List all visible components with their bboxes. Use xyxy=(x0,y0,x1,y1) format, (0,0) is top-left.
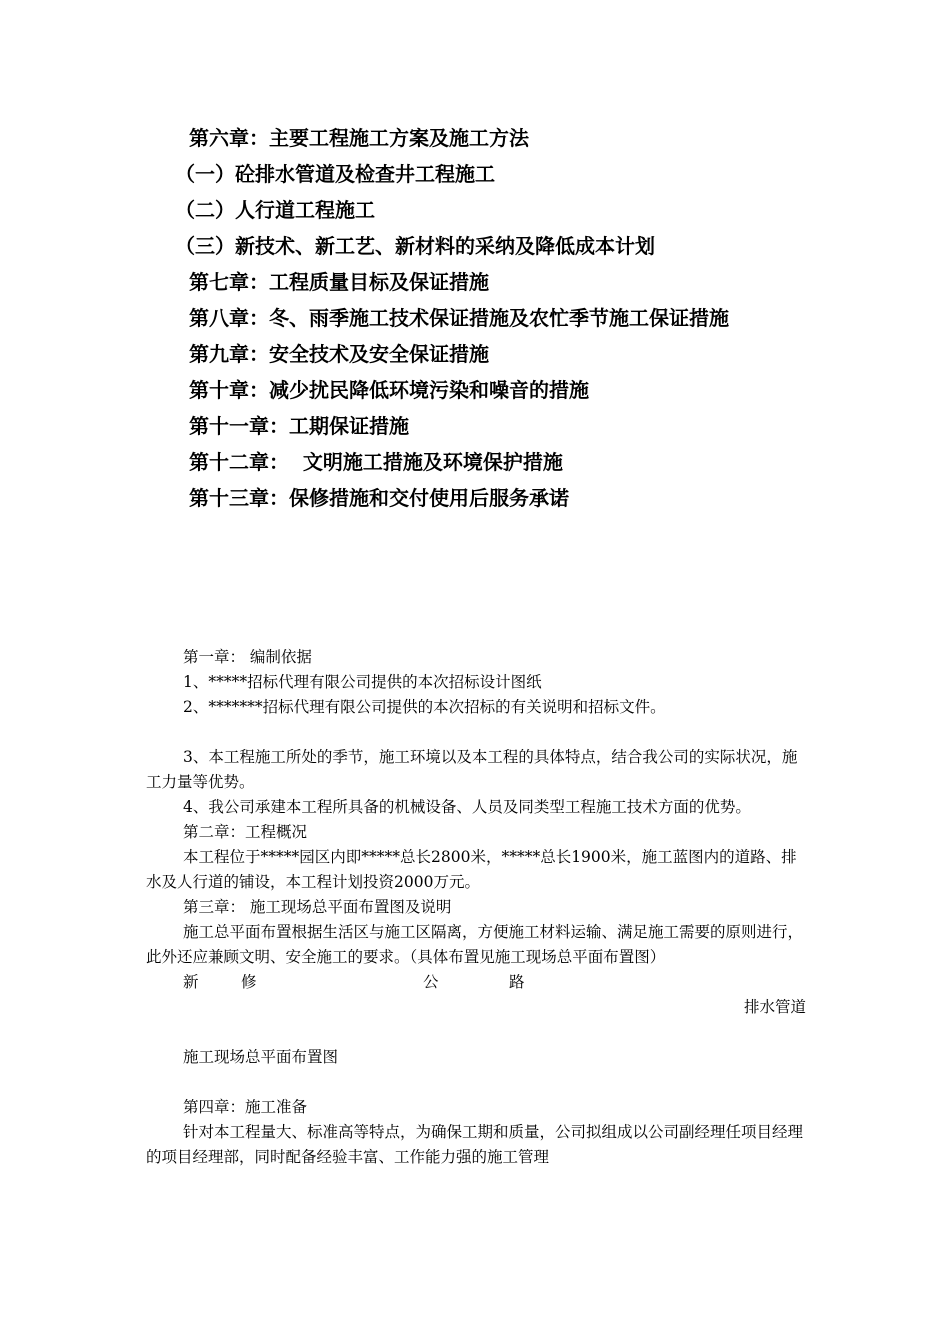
road-label xyxy=(183,970,806,995)
blank-line xyxy=(146,1070,806,1095)
blank-line xyxy=(146,1020,806,1045)
basis-item-1: 1、*****招标代理有限公司提供的本次招标设计图纸 xyxy=(183,673,542,691)
toc-section-2: （二）人行道工程施工 xyxy=(175,198,375,222)
drain-pipe-label: 排水管道 xyxy=(743,998,806,1016)
road-char: 公 xyxy=(423,973,439,991)
toc-chapter-11: 第十一章：工期保证措施 xyxy=(189,414,409,438)
road-char: 新 xyxy=(183,973,199,991)
chapter-1-heading: 第一章： 编制依据 xyxy=(183,648,312,666)
chapter-4-heading: 第四章：施工准备 xyxy=(183,1098,308,1116)
document-body xyxy=(146,645,806,1170)
table-of-contents xyxy=(175,120,869,516)
chapter-3-heading: 第三章： 施工现场总平面布置图及说明 xyxy=(183,898,452,916)
toc-chapter-6: 第六章：主要工程施工方案及施工方法 xyxy=(189,126,529,150)
road-char: 修 xyxy=(241,973,257,991)
blank-line xyxy=(146,720,806,745)
preparation-text: 针对本工程量大、标准高等特点，为确保工期和质量，公司拟组成以公司副经理任项目经理的项目经理部，同时配备经验丰富、工作能力强的施工管理 xyxy=(146,1123,804,1166)
road-char: 路 xyxy=(509,973,525,991)
toc-chapter-10: 第十章：减少扰民降低环境污染和噪音的措施 xyxy=(189,378,589,402)
project-overview-text: 本工程位于*****园区内即*****总长2800米，*****总长1900米，施工蓝图内的道路、排水及人行道的铺设，本工程计划投资2000万元。 xyxy=(146,848,797,891)
site-plan-caption: 施工现场总平面布置图 xyxy=(183,1048,339,1066)
basis-item-2: 2、*******招标代理有限公司提供的本次招标的有关说明和招标文件。 xyxy=(183,698,666,716)
toc-section-3: （三）新技术、新工艺、新材料的采纳及降低成本计划 xyxy=(175,234,655,258)
toc-chapter-9: 第九章：安全技术及安全保证措施 xyxy=(189,342,489,366)
toc-chapter-12: 第十二章： 文明施工措施及环境保护措施 xyxy=(189,450,563,474)
site-layout-text: 施工总平面布置根据生活区与施工区隔离，方便施工材料运输、满足施工需要的原则进行，此外还应兼顾文明、安全施工的要求。（具体布置见施工现场总平面布置图） xyxy=(146,923,804,966)
toc-section-1: （一）砼排水管道及检查井工程施工 xyxy=(175,162,495,186)
basis-item-3: 3、本工程施工所处的季节，施工环境以及本工程的具体特点，结合我公司的实际状况，施工力量等优势。 xyxy=(146,748,798,791)
toc-chapter-13: 第十三章：保修措施和交付使用后服务承诺 xyxy=(189,486,569,510)
basis-item-4: 4、我公司承建本工程所具备的机械设备、人员及同类型工程施工技术方面的优势。 xyxy=(183,798,751,816)
toc-chapter-7: 第七章：工程质量目标及保证措施 xyxy=(189,270,489,294)
toc-chapter-8: 第八章：冬、雨季施工技术保证措施及农忙季节施工保证措施 xyxy=(189,306,729,330)
chapter-2-heading: 第二章：工程概况 xyxy=(183,823,308,841)
